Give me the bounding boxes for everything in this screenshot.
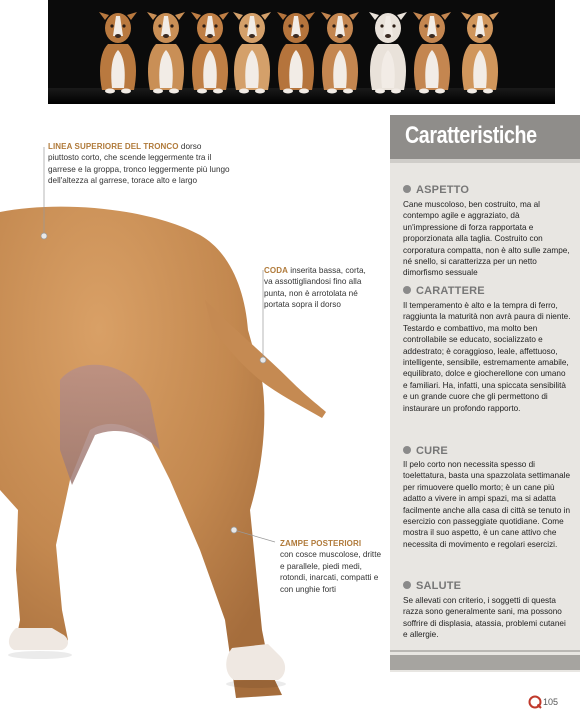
section-body-cure: Il pelo corto non necessita spesso di toelettatura, basta una spazzolata settimanale per rimuovere quello morto; è un cane più adatto a vivere in ampi spazi, ma si adatta facilmente anche alla casa di città se tenuto in esercizio con passeggiate quotidiane. Come mostra il suo aspetto, è un cane attivo che necessita di movimento e regolari esercizi.: [403, 460, 571, 549]
puppy-figure: [321, 12, 359, 94]
section-heading-salute: SALUTE: [403, 580, 461, 592]
section-heading-cure: CURE: [403, 445, 448, 457]
bullet-dot-icon: [403, 446, 411, 454]
annotation-tail-text: inserita bassa, corta, va assottigliandosi fino alla punta, non è arrotolata né portata sopra il dorso: [264, 266, 366, 310]
puppy-figure: [369, 12, 407, 94]
panel-divider: [390, 159, 580, 163]
puppies-illustration: [48, 0, 555, 104]
annotation-tail: [264, 265, 370, 311]
panel-title: Caratteristiche: [405, 122, 537, 149]
page-number: 105: [543, 697, 559, 707]
puppy-figure: [413, 12, 451, 94]
section-body-salute: Se allevati con criterio, i soggetti di questa razza sono generalmente sani, ma possono soffrire di displasia, atassia, problemi cutanei e allergie.: [403, 596, 566, 640]
dog-hindquarters-photo: [0, 150, 380, 722]
annotation-hind-legs-heading: ZAMPE POSTERIORI: [280, 539, 362, 548]
puppy-figure: [461, 12, 499, 94]
bullet-dot-icon: [403, 581, 411, 589]
puppy-figure: [99, 12, 137, 94]
annotation-topline-text: dorso piuttosto corto, che scende leggermente tra il garrese e la groppa, tronco leggermente più lungo dell'altezza al garrese, torace alto e largo: [48, 142, 230, 186]
annotation-hind-legs: [280, 538, 384, 595]
puppies-banner-photo: [48, 0, 555, 104]
annotation-topline: [48, 141, 230, 187]
section-body-carattere: Il temperamento è alto e la tempra di ferro, raggiunta la maturità non avrà paura di niente. Testardo e combattivo, ma molto ben controllabile se educato, socializzato e addestrato; è coraggioso, leale, affettuoso, intelligente, sensibile, estremamente amabile, equilibrato, dolce e giocherellone con umano e familiari. Ha, infatti, una spiccata sensibilità e un grande cuore che gli permettono di instaurare un profondo rapporto.: [403, 301, 571, 413]
section-body-aspetto: Cane muscoloso, ben costruito, ma al contempo agile e aggraziato, dà un'impressione di forza rapportata e proporzionata alla taglia. Costruito con corporatura compatta, non è alto sulle zampe, né snello, si caratterizza per un netto dimorfismo sessuale: [403, 200, 570, 278]
section-heading-aspetto: ASPETTO: [403, 184, 469, 196]
puppy-figure: [233, 12, 271, 94]
panel-footer-line: [390, 650, 580, 652]
section-heading-carattere: CARATTERE: [403, 285, 485, 297]
magazine-logo-icon: [528, 695, 542, 709]
annotation-tail-heading: CODA: [264, 266, 288, 275]
puppy-figure: [277, 12, 315, 94]
annotation-topline-heading: LINEA SUPERIORE DEL TRONCO: [48, 142, 179, 151]
annotation-hind-legs-text: con cosce muscolose, dritte e parallele, piedi medi, rotondi, inarcati, compatti e con unghie forti: [280, 550, 382, 594]
puppy-figure: [147, 12, 185, 94]
panel-footer-bar: [390, 655, 580, 670]
bullet-dot-icon: [403, 286, 411, 294]
puppy-figure: [191, 12, 229, 94]
bullet-dot-icon: [403, 185, 411, 193]
